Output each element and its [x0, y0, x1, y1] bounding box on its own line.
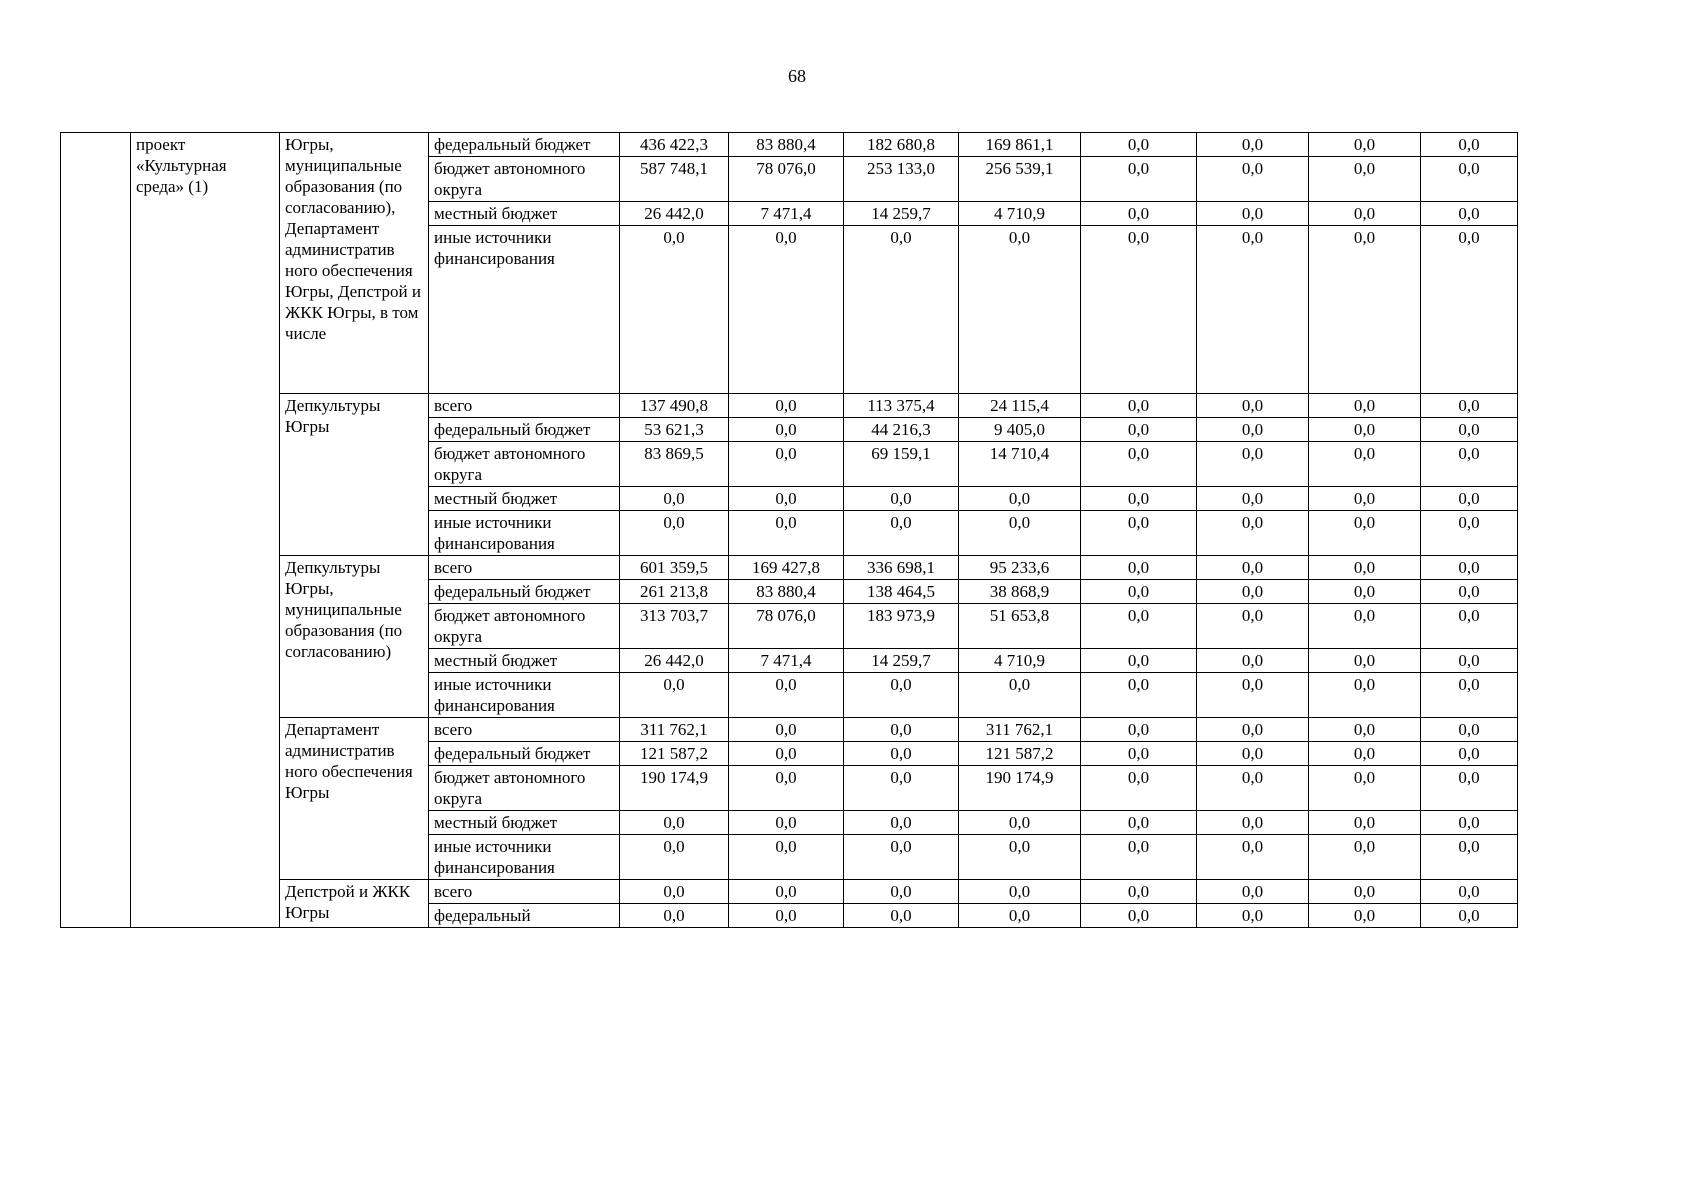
funding-source-label: федеральный — [429, 904, 620, 928]
value-cell: 0,0 — [1421, 904, 1518, 928]
funding-source-label: бюджет автономного округа — [429, 442, 620, 487]
value-cell: 0,0 — [1197, 442, 1309, 487]
value-cell: 83 880,4 — [729, 580, 844, 604]
value-cell: 38 868,9 — [959, 580, 1081, 604]
value-cell: 0,0 — [729, 394, 844, 418]
funding-source-label: всего — [429, 880, 620, 904]
value-cell: 14 259,7 — [844, 202, 959, 226]
value-cell: 587 748,1 — [620, 157, 729, 202]
value-cell: 336 698,1 — [844, 556, 959, 580]
value-cell: 0,0 — [1081, 394, 1197, 418]
value-cell: 0,0 — [1081, 442, 1197, 487]
value-cell: 0,0 — [844, 487, 959, 511]
page-number: 68 — [788, 66, 806, 86]
value-cell: 4 710,9 — [959, 649, 1081, 673]
value-cell: 0,0 — [1197, 418, 1309, 442]
value-cell: 51 653,8 — [959, 604, 1081, 649]
value-cell: 0,0 — [1081, 511, 1197, 556]
value-cell: 601 359,5 — [620, 556, 729, 580]
executor-cell: Депкультуры Югры, муниципальные образования (по согласованию) — [280, 556, 429, 718]
value-cell: 0,0 — [1421, 487, 1518, 511]
value-cell: 0,0 — [1309, 604, 1421, 649]
value-cell: 313 703,7 — [620, 604, 729, 649]
value-cell: 0,0 — [729, 742, 844, 766]
value-cell: 0,0 — [1081, 157, 1197, 202]
budget-table — [60, 132, 1518, 928]
value-cell: 26 442,0 — [620, 649, 729, 673]
value-cell: 0,0 — [1421, 157, 1518, 202]
value-cell: 0,0 — [1197, 835, 1309, 880]
value-cell: 0,0 — [1309, 442, 1421, 487]
value-cell: 0,0 — [1197, 904, 1309, 928]
value-cell: 0,0 — [1081, 904, 1197, 928]
value-cell: 0,0 — [729, 766, 844, 811]
value-cell: 0,0 — [1421, 580, 1518, 604]
value-cell: 0,0 — [959, 904, 1081, 928]
value-cell: 9 405,0 — [959, 418, 1081, 442]
value-cell: 0,0 — [729, 487, 844, 511]
value-cell: 0,0 — [1421, 556, 1518, 580]
table-row — [61, 718, 1518, 742]
value-cell: 78 076,0 — [729, 604, 844, 649]
value-cell: 0,0 — [1197, 487, 1309, 511]
value-cell: 0,0 — [1421, 766, 1518, 811]
value-cell: 0,0 — [1309, 511, 1421, 556]
table-row — [61, 556, 1518, 580]
value-cell: 190 174,9 — [620, 766, 729, 811]
funding-source-label: федеральный бюджет — [429, 580, 620, 604]
value-cell: 0,0 — [959, 487, 1081, 511]
value-cell: 4 710,9 — [959, 202, 1081, 226]
value-cell: 0,0 — [1309, 418, 1421, 442]
funding-source-label: иные источники финансирования — [429, 226, 620, 394]
value-cell: 0,0 — [1309, 718, 1421, 742]
value-cell: 0,0 — [844, 811, 959, 835]
value-cell: 0,0 — [1309, 580, 1421, 604]
value-cell: 0,0 — [1197, 226, 1309, 394]
value-cell: 0,0 — [1309, 904, 1421, 928]
value-cell: 0,0 — [1081, 418, 1197, 442]
value-cell: 0,0 — [1081, 880, 1197, 904]
value-cell: 311 762,1 — [959, 718, 1081, 742]
value-cell: 0,0 — [620, 673, 729, 718]
value-cell: 0,0 — [1309, 766, 1421, 811]
value-cell: 0,0 — [1081, 133, 1197, 157]
value-cell: 0,0 — [1309, 202, 1421, 226]
value-cell: 0,0 — [1421, 511, 1518, 556]
value-cell: 0,0 — [1309, 673, 1421, 718]
value-cell: 0,0 — [1421, 649, 1518, 673]
value-cell: 0,0 — [1309, 157, 1421, 202]
value-cell: 0,0 — [1421, 442, 1518, 487]
funding-source-label: федеральный бюджет — [429, 133, 620, 157]
funding-source-label: бюджет автономного округа — [429, 157, 620, 202]
value-cell: 0,0 — [844, 766, 959, 811]
value-cell: 0,0 — [620, 904, 729, 928]
value-cell: 138 464,5 — [844, 580, 959, 604]
value-cell: 0,0 — [1197, 673, 1309, 718]
funding-source-label: бюджет автономного округа — [429, 766, 620, 811]
value-cell: 44 216,3 — [844, 418, 959, 442]
funding-source-label: иные источники финансирования — [429, 673, 620, 718]
funding-source-label: федеральный бюджет — [429, 742, 620, 766]
value-cell: 0,0 — [844, 904, 959, 928]
value-cell: 0,0 — [1421, 835, 1518, 880]
value-cell: 0,0 — [1309, 742, 1421, 766]
funding-source-label: всего — [429, 394, 620, 418]
value-cell: 137 490,8 — [620, 394, 729, 418]
value-cell: 0,0 — [1197, 811, 1309, 835]
funding-source-label: всего — [429, 718, 620, 742]
value-cell: 0,0 — [620, 835, 729, 880]
value-cell: 183 973,9 — [844, 604, 959, 649]
value-cell: 0,0 — [1421, 394, 1518, 418]
value-cell: 0,0 — [1421, 418, 1518, 442]
value-cell: 0,0 — [1197, 649, 1309, 673]
value-cell: 24 115,4 — [959, 394, 1081, 418]
value-cell: 0,0 — [1197, 718, 1309, 742]
value-cell: 0,0 — [1197, 880, 1309, 904]
value-cell: 0,0 — [1421, 202, 1518, 226]
value-cell: 0,0 — [844, 673, 959, 718]
value-cell: 113 375,4 — [844, 394, 959, 418]
value-cell: 169 427,8 — [729, 556, 844, 580]
funding-source-label: иные источники финансирования — [429, 511, 620, 556]
value-cell: 0,0 — [844, 226, 959, 394]
value-cell: 0,0 — [1197, 766, 1309, 811]
value-cell: 0,0 — [1081, 226, 1197, 394]
value-cell: 436 422,3 — [620, 133, 729, 157]
value-cell: 0,0 — [1081, 604, 1197, 649]
table-row — [61, 394, 1518, 418]
value-cell: 78 076,0 — [729, 157, 844, 202]
value-cell: 121 587,2 — [959, 742, 1081, 766]
value-cell: 261 213,8 — [620, 580, 729, 604]
value-cell: 0,0 — [959, 811, 1081, 835]
value-cell: 0,0 — [729, 718, 844, 742]
value-cell: 0,0 — [1421, 226, 1518, 394]
value-cell: 0,0 — [1197, 556, 1309, 580]
funding-source-label: бюджет автономного округа — [429, 604, 620, 649]
value-cell: 0,0 — [620, 880, 729, 904]
value-cell: 0,0 — [1197, 604, 1309, 649]
value-cell: 0,0 — [1197, 511, 1309, 556]
value-cell: 0,0 — [620, 226, 729, 394]
value-cell: 7 471,4 — [729, 649, 844, 673]
value-cell: 0,0 — [959, 226, 1081, 394]
project-label: проект «Культурная среда» (1) — [131, 133, 280, 928]
value-cell: 83 869,5 — [620, 442, 729, 487]
value-cell: 0,0 — [1081, 811, 1197, 835]
value-cell: 0,0 — [729, 811, 844, 835]
value-cell: 0,0 — [620, 811, 729, 835]
value-cell: 0,0 — [1421, 604, 1518, 649]
value-cell: 311 762,1 — [620, 718, 729, 742]
value-cell: 0,0 — [729, 904, 844, 928]
value-cell: 0,0 — [844, 835, 959, 880]
value-cell: 0,0 — [1309, 487, 1421, 511]
value-cell: 0,0 — [729, 511, 844, 556]
executor-cell: Департамент административ ного обеспечения Югры — [280, 718, 429, 880]
value-cell: 0,0 — [1081, 766, 1197, 811]
value-cell: 0,0 — [729, 226, 844, 394]
table-row — [61, 880, 1518, 904]
value-cell: 0,0 — [1081, 202, 1197, 226]
value-cell: 69 159,1 — [844, 442, 959, 487]
value-cell: 26 442,0 — [620, 202, 729, 226]
funding-source-label: местный бюджет — [429, 811, 620, 835]
executor-cell: Депкультуры Югры — [280, 394, 429, 556]
value-cell: 0,0 — [1421, 133, 1518, 157]
value-cell: 0,0 — [1421, 742, 1518, 766]
value-cell: 0,0 — [1421, 673, 1518, 718]
value-cell: 0,0 — [620, 511, 729, 556]
value-cell: 0,0 — [729, 880, 844, 904]
value-cell: 0,0 — [1081, 718, 1197, 742]
value-cell: 0,0 — [844, 718, 959, 742]
value-cell: 53 621,3 — [620, 418, 729, 442]
funding-source-label: федеральный бюджет — [429, 418, 620, 442]
value-cell: 0,0 — [729, 835, 844, 880]
budget-table-body — [61, 133, 1518, 928]
value-cell: 0,0 — [1081, 835, 1197, 880]
funding-source-label: местный бюджет — [429, 487, 620, 511]
funding-source-label: всего — [429, 556, 620, 580]
value-cell: 0,0 — [1197, 202, 1309, 226]
value-cell: 14 710,4 — [959, 442, 1081, 487]
funding-source-label: местный бюджет — [429, 649, 620, 673]
value-cell: 0,0 — [1197, 394, 1309, 418]
table-row — [61, 133, 1518, 157]
value-cell: 0,0 — [1197, 133, 1309, 157]
value-cell: 182 680,8 — [844, 133, 959, 157]
value-cell: 0,0 — [959, 511, 1081, 556]
value-cell: 0,0 — [1421, 811, 1518, 835]
value-cell: 0,0 — [729, 673, 844, 718]
value-cell: 0,0 — [959, 880, 1081, 904]
value-cell: 0,0 — [844, 742, 959, 766]
executor-cell: Югры, муниципальные образования (по согласованию), Департамент административ ного обеспечения Югры, Депстрой и ЖКК Югры, в том числе — [280, 133, 429, 394]
funding-source-label: иные источники финансирования — [429, 835, 620, 880]
value-cell: 0,0 — [1309, 394, 1421, 418]
value-cell: 0,0 — [1081, 487, 1197, 511]
value-cell: 0,0 — [729, 418, 844, 442]
value-cell: 0,0 — [959, 673, 1081, 718]
value-cell: 0,0 — [1309, 880, 1421, 904]
value-cell: 0,0 — [1309, 556, 1421, 580]
value-cell: 7 471,4 — [729, 202, 844, 226]
value-cell: 0,0 — [1081, 580, 1197, 604]
value-cell: 0,0 — [1421, 718, 1518, 742]
value-cell: 0,0 — [1421, 880, 1518, 904]
value-cell: 83 880,4 — [729, 133, 844, 157]
value-cell: 0,0 — [1081, 673, 1197, 718]
number-column-cell — [61, 133, 131, 928]
value-cell: 169 861,1 — [959, 133, 1081, 157]
value-cell: 0,0 — [1309, 133, 1421, 157]
value-cell: 14 259,7 — [844, 649, 959, 673]
value-cell: 0,0 — [844, 511, 959, 556]
value-cell: 0,0 — [1309, 649, 1421, 673]
funding-source-label: местный бюджет — [429, 202, 620, 226]
value-cell: 0,0 — [1309, 811, 1421, 835]
value-cell: 0,0 — [1309, 226, 1421, 394]
value-cell: 0,0 — [1309, 835, 1421, 880]
value-cell: 0,0 — [620, 487, 729, 511]
value-cell: 0,0 — [959, 835, 1081, 880]
value-cell: 256 539,1 — [959, 157, 1081, 202]
value-cell: 0,0 — [1081, 742, 1197, 766]
value-cell: 95 233,6 — [959, 556, 1081, 580]
executor-cell: Депстрой и ЖКК Югры — [280, 880, 429, 928]
value-cell: 0,0 — [1197, 580, 1309, 604]
value-cell: 190 174,9 — [959, 766, 1081, 811]
value-cell: 121 587,2 — [620, 742, 729, 766]
value-cell: 253 133,0 — [844, 157, 959, 202]
value-cell: 0,0 — [1197, 157, 1309, 202]
value-cell: 0,0 — [1081, 556, 1197, 580]
value-cell: 0,0 — [1197, 742, 1309, 766]
value-cell: 0,0 — [844, 880, 959, 904]
value-cell: 0,0 — [729, 442, 844, 487]
value-cell: 0,0 — [1081, 649, 1197, 673]
